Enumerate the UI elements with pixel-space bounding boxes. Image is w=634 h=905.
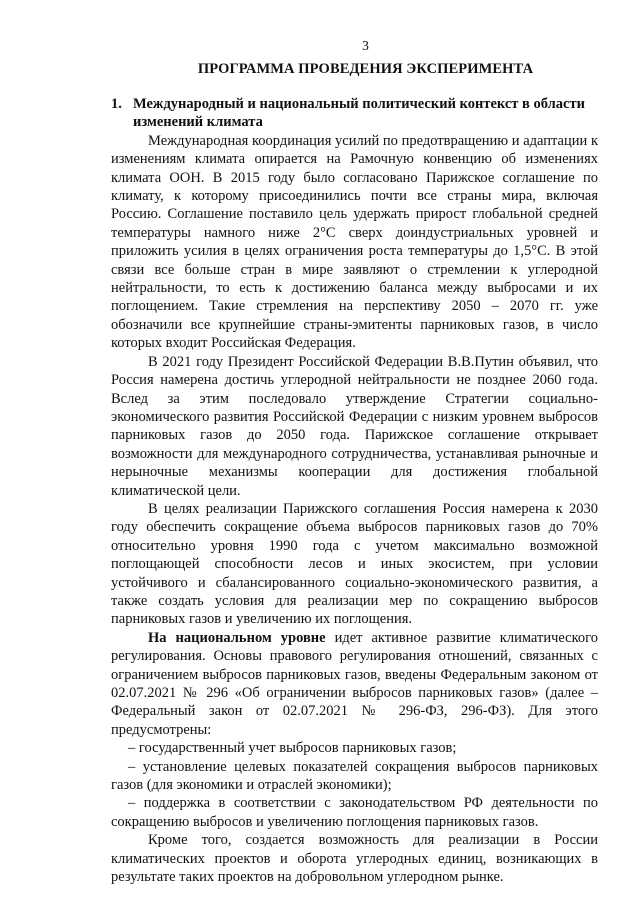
list-item: – государственный учет выбросов парниковых газов;	[128, 740, 457, 757]
paragraph-paris-goals: В целях реализации Парижского соглашения Россия намерена к 2030 году обеспечить сокращение объема выбросов парниковых газов до 70% относительно уровня 1990 года с учетом максимально возможной поглощающей способности лесов и иных экосистем, при условии устойчивого и сбалансированного социально-экономического развития, а также создать условия для реализации мер по сокращению выбросов парниковых газов и увеличению их поглощения.	[111, 500, 598, 628]
section-number: 1.	[111, 96, 122, 112]
section-title: Международный и национальный политический контекст в области изменений климата	[133, 96, 585, 131]
page-number: 3	[362, 38, 369, 53]
document-title: ПРОГРАММА ПРОВЕДЕНИЯ ЭКСПЕРИМЕНТА	[197, 61, 534, 77]
list-item: – поддержка в соответствии с законодательством РФ деятельности по сокращению выбросов и увеличению поглощения парниковых газов.	[111, 795, 598, 830]
paragraph-carbon-neutrality: В 2021 году Президент Российской Федерации В.В.Путин объявил, что Россия намерена достичь углеродной нейтральности не позднее 2060 года. Вслед за этим последовало утверждение Стратегии социально-экономического развития Российской Федерации с низким уровнем выбросов парниковых газов до 2050 года. Парижское соглашение открывает возможности для международного сотрудничества, устанавливая рыночные и нерыночные механизмы кооперации для достижения глобальной климатической цели.	[111, 353, 598, 499]
section-heading	[111, 95, 598, 132]
list-item: – установление целевых показателей сокращения выбросов парниковых газов (для экономики и отраслей экономики);	[111, 758, 598, 794]
paragraph-international: Международная координация усилий по предотвращению и адаптации к изменениям климата опирается на Рамочную конвенцию об изменениях климата ООН. В 2015 году было согласовано Парижское соглашение по климату, к которому присоединились почти все страны мира, включая Россию. Соглашение поставило цель удержать прирост глобальной средней температуры намного ниже 2°С сверх доиндустриальных уровней и приложить усилия в целях ограничения роста температуры до 1,5°С. В этой связи все больше стран в мире заявляют о стремлении к углеродной нейтральности, то есть к достижению баланса между выбросами и их поглощением. Такие стремления на перспективу 2050 – 2070 гг. уже обозначили все крупнейшие страны-эмитенты парниковых газов, в число которых входит Российская Федерация.	[111, 132, 598, 352]
paragraph-lead-bold: На национальном уровне	[148, 629, 326, 646]
paragraph-national-level	[111, 629, 598, 739]
paragraph-closing: Кроме того, создается возможность для реализации в России климатических проектов и оборота углеродных единиц, возникающих в результате таких проектов на добровольном углеродном рынке.	[111, 832, 598, 886]
paragraph-national-text: идет активное развитие климатического регулирования. Основы правового регулирования отношений, связанных с ограничением выбросов парниковых газов, введены Федеральным законом от 02.07.2021 № 296 «Об ограничении выбросов парниковых газов» (далее – Федеральный закон от 02.07.2021 № 296-ФЗ, 296-ФЗ). Для этого предусмотрены:	[111, 629, 599, 738]
